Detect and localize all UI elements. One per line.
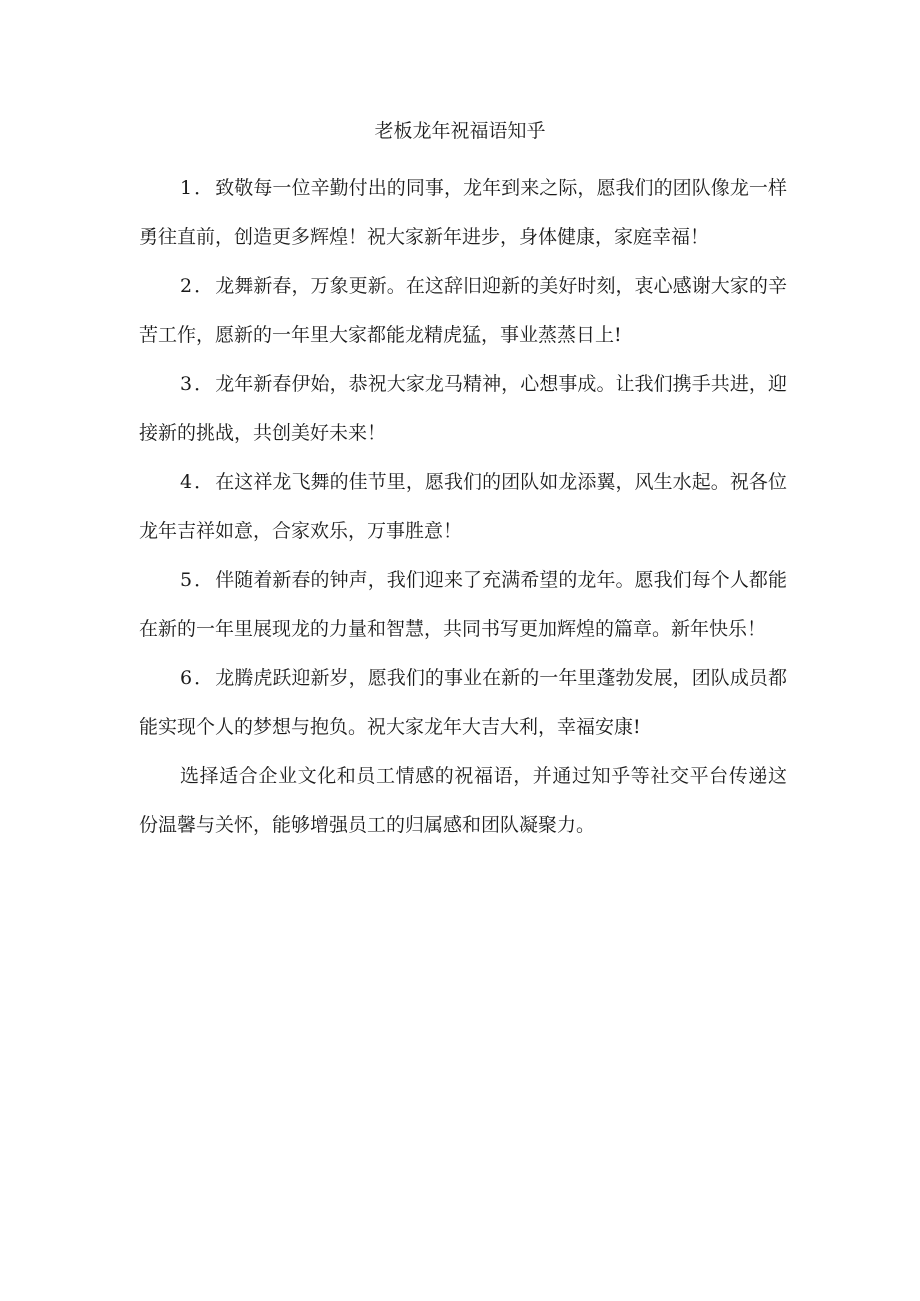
document-title: 老板龙年祝福语知乎: [374, 120, 546, 142]
closing-paragraph: 选择适合企业文化和员工情感的祝福语，并通过知乎等社交平台传递这份温馨与关怀，能够增强员工的归属感和团队凝聚力。: [139, 765, 787, 836]
list-item: [139, 164, 787, 262]
item-number: 4．: [180, 471, 216, 493]
list-item: [139, 556, 787, 654]
item-text: 致敬每一位辛勤付出的同事，龙年到来之际，愿我们的团队像龙一样勇往直前，创造更多辉煌！祝大家新年进步，身体健康，家庭幸福！: [139, 177, 787, 248]
document-body: [139, 164, 787, 850]
item-text: 龙舞新春，万象更新。在这辞旧迎新的美好时刻，衷心感谢大家的辛苦工作，愿新的一年里大家都能龙精虎猛，事业蒸蒸日上!: [139, 275, 787, 346]
list-item: [139, 262, 787, 360]
item-text: 龙腾虎跃迎新岁，愿我们的事业在新的一年里蓬勃发展，团队成员都能实现个人的梦想与抱负。祝大家龙年大吉大利，幸福安康!: [139, 667, 787, 738]
item-text: 伴随着新春的钟声，我们迎来了充满希望的龙年。愿我们每个人都能在新的一年里展现龙的力量和智慧，共同书写更加辉煌的篇章。新年快乐！: [139, 569, 787, 640]
list-item: [139, 360, 787, 458]
list-item: [139, 654, 787, 752]
item-number: 6．: [180, 667, 216, 689]
item-number: 1．: [180, 177, 216, 199]
item-text: 在这祥龙飞舞的佳节里，愿我们的团队如龙添翼，风生水起。祝各位龙年吉祥如意，合家欢乐，万事胜意！: [139, 471, 787, 542]
item-number: 2．: [180, 275, 216, 297]
list-item: [139, 458, 787, 556]
item-number: 3．: [180, 373, 216, 395]
item-number: 5．: [180, 569, 216, 591]
item-text: 龙年新春伊始，恭祝大家龙马精神，心想事成。让我们携手共进，迎接新的挑战，共创美好未来！: [139, 373, 787, 444]
